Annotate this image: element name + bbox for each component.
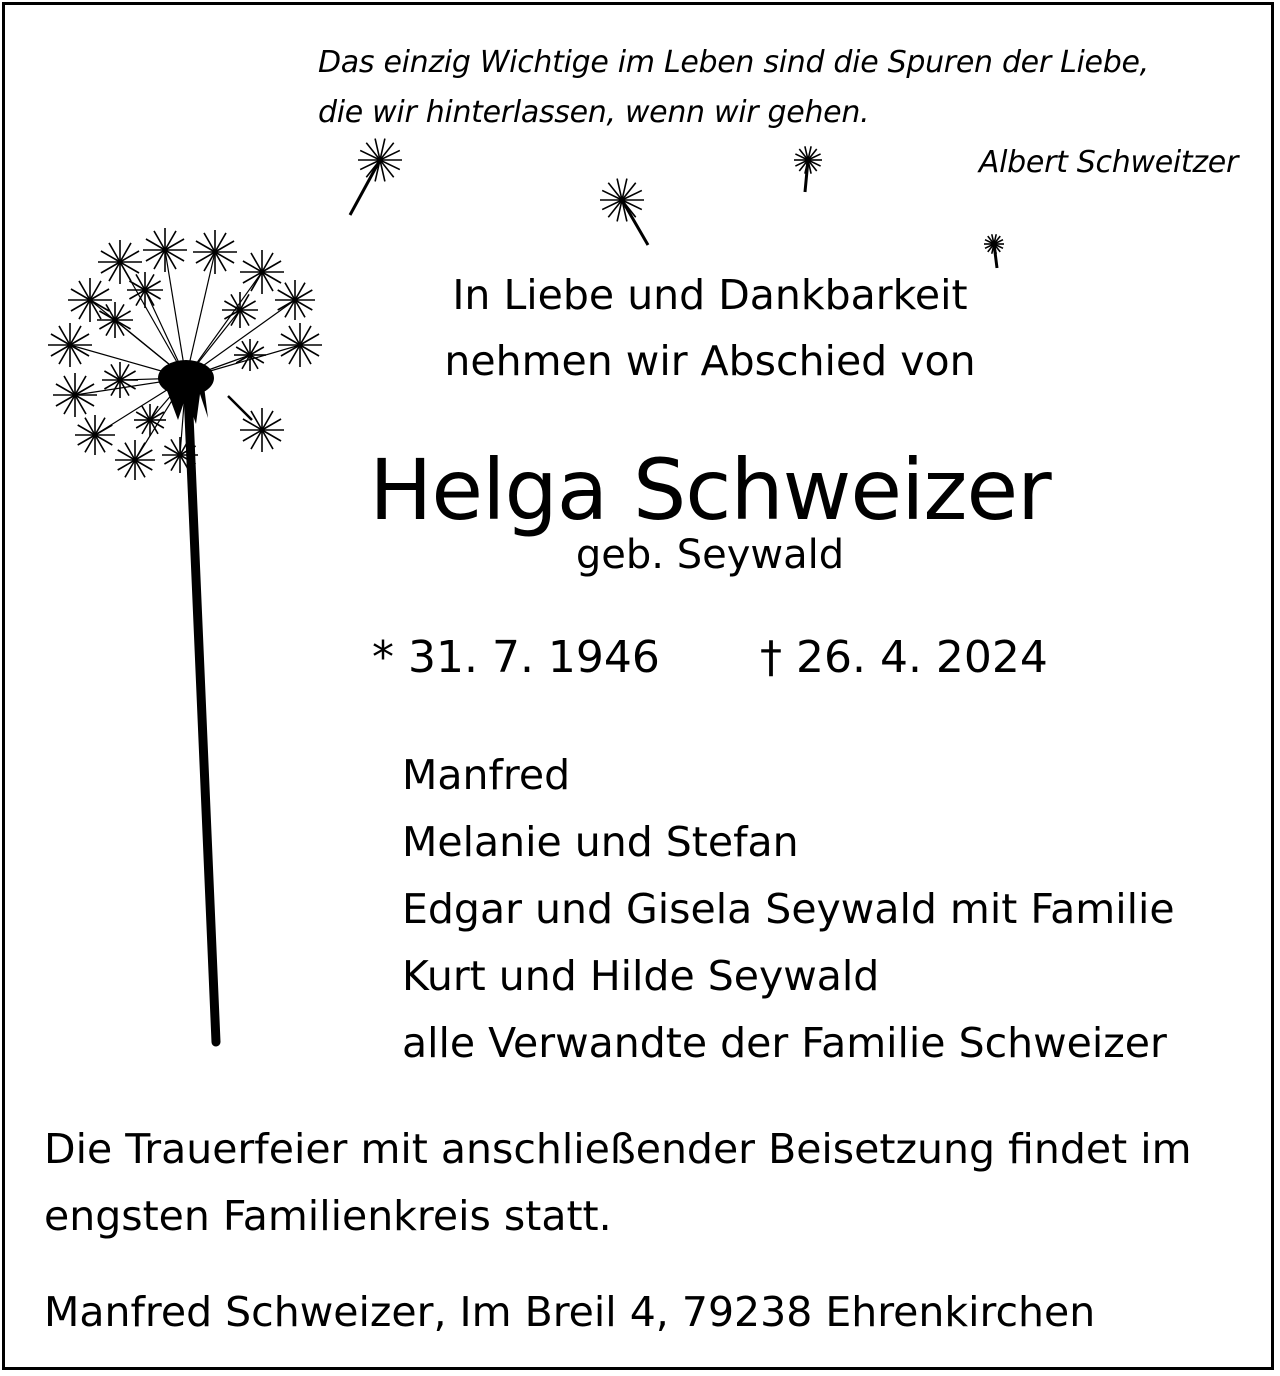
service-notice	[44, 1116, 1192, 1250]
mourners-list	[402, 742, 1175, 1077]
intro-text	[300, 262, 1120, 394]
dandelion-stem	[188, 392, 216, 1042]
intro-line-2: nehmen wir Abschied von	[444, 337, 976, 385]
maiden-name: geb. Seywald	[575, 532, 845, 578]
flying-seeds	[350, 139, 1004, 268]
birth-date: * 31. 7. 1946	[372, 632, 660, 683]
quote-author: Albert Schweitzer	[978, 145, 1238, 180]
mourner-item: Melanie und Stefan	[402, 818, 799, 866]
service-line-1: Die Trauerfeier mit anschließender Beisetzung findet im	[44, 1125, 1192, 1173]
mourner-item: Kurt und Hilde Seywald	[402, 952, 880, 1000]
mourner-item: Manfred	[402, 751, 571, 799]
mourner-item: Edgar und Gisela Seywald mit Familie	[402, 885, 1175, 933]
quote-text	[318, 38, 1149, 138]
contact-address: Manfred Schweizer, Im Breil 4, 79238 Ehrenkirchen	[44, 1288, 1096, 1336]
deceased-name: Helga Schweizer	[369, 441, 1051, 539]
service-line-2: engsten Familienkreis statt.	[44, 1192, 612, 1240]
mourner-item: alle Verwandte der Familie Schweizer	[402, 1019, 1167, 1067]
intro-line-1: In Liebe und Dankbarkeit	[452, 271, 968, 319]
quote-line-1: Das einzig Wichtige im Leben sind die Spuren der Liebe,	[318, 45, 1149, 80]
death-date: † 26. 4. 2024	[760, 632, 1048, 683]
quote-line-2: die wir hinterlassen, wenn wir gehen.	[318, 95, 870, 130]
